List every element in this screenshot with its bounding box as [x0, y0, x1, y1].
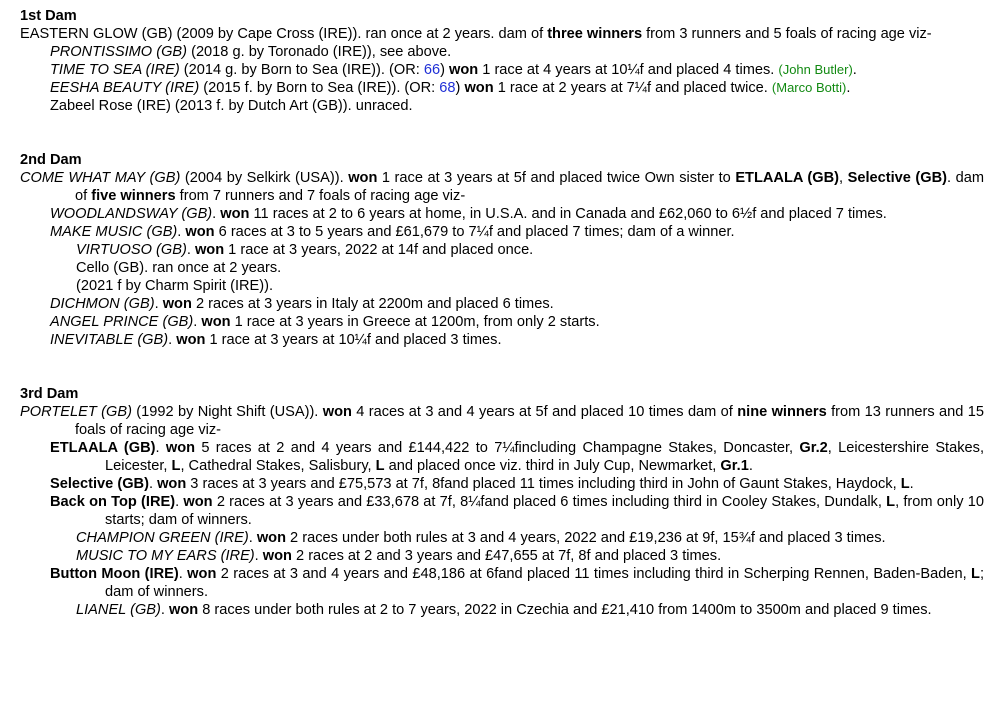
- horse-name: ETLAALA (GB): [50, 440, 156, 456]
- progeny-entry: [20, 493, 984, 529]
- progeny-entry: [20, 223, 984, 241]
- horse-name: Button Moon (IRE): [50, 566, 179, 582]
- heading-third-dam: 3rd Dam: [20, 386, 79, 402]
- race-grade: L: [971, 566, 980, 582]
- entry-text: .: [212, 206, 221, 222]
- entry-text: Zabeel Rose (IRE) (2013 f. by Dutch Art (GB)). unraced.: [50, 98, 413, 114]
- won-keyword: won: [169, 602, 199, 618]
- grand-progeny-entry: [20, 529, 984, 547]
- entry-text: Cello (GB). ran once at 2 years.: [76, 260, 282, 276]
- entry-text: .: [852, 62, 857, 78]
- entry-text: .: [148, 476, 158, 492]
- entry-text: 2 races at 2 and 3 years and £47,655 at 7f, 8f and placed 3 times.: [291, 548, 722, 564]
- race-grade: L: [900, 476, 910, 492]
- won-keyword: won: [220, 206, 250, 222]
- progeny-entry: [20, 79, 984, 97]
- entry-text: 4 races at 3 and 4 years at 5f and placed 10 times dam of: [351, 404, 738, 420]
- entry-text: .: [168, 332, 177, 348]
- entry-text: .: [248, 530, 257, 546]
- entry-text: .: [160, 602, 169, 618]
- entry-text: 2 races at 3 and 4 years and £48,186 at 6fand placed 11 times including third in Scherping Rennen, Baden-Baden,: [216, 566, 972, 582]
- won-keyword: won: [322, 404, 352, 420]
- entry-text: (1992 by Night Shift (USA)).: [131, 404, 323, 420]
- grand-progeny-entry: [20, 601, 984, 619]
- progeny-entry: [20, 331, 984, 349]
- entry-text: ): [440, 62, 450, 78]
- won-keyword: won: [256, 530, 286, 546]
- sibling-name: Selective (GB): [847, 170, 948, 186]
- horse-name: TIME TO SEA (IRE): [50, 62, 180, 78]
- won-keyword: won: [187, 566, 217, 582]
- progeny-entry: [20, 43, 984, 61]
- race-grade: Gr.2: [799, 440, 828, 456]
- horse-name: MAKE MUSIC (GB): [50, 224, 178, 240]
- entry-text: , Cathedral Stakes, Salisbury,: [180, 458, 376, 474]
- progeny-entry: [20, 205, 984, 223]
- won-keyword: won: [176, 332, 206, 348]
- race-grade: L: [886, 494, 896, 510]
- dam-name: PORTELET (GB): [20, 404, 132, 420]
- entry-text: 1 race at 2 years at 7¼f and placed twice.: [493, 80, 772, 96]
- won-keyword: won: [348, 170, 378, 186]
- race-grade: L: [171, 458, 181, 474]
- won-keyword: won: [183, 494, 213, 510]
- entry-text: 6 races at 3 to 5 years and £61,679 to 7¼f and placed 7 times; dam of a winner.: [214, 224, 735, 240]
- entry-text: 1 race at 3 years at 10¼f and placed 3 times.: [205, 332, 502, 348]
- winners-count: nine winners: [737, 404, 827, 420]
- entry-text: ; dam of winners.: [105, 566, 985, 600]
- official-rating: 68: [439, 80, 456, 96]
- entry-text: 5 races at 2 and 4 years and £144,422 to 7¼fincluding Champagne Stakes, Doncaster,: [195, 440, 800, 456]
- won-keyword: won: [165, 440, 196, 456]
- winners-count: five winners: [91, 188, 176, 204]
- grand-progeny-entry: [20, 259, 984, 277]
- entry-text: .: [909, 476, 914, 492]
- won-keyword: won: [449, 62, 479, 78]
- entry-text: and placed once viz. third in July Cup, Newmarket,: [384, 458, 721, 474]
- entry-text: 1 race at 4 years at 10¼f and placed 4 times.: [478, 62, 779, 78]
- entry-text: (2009 by Cape Cross (IRE)). ran once at 2 years. dam of: [172, 26, 548, 42]
- entry-text: 3 races at 3 years and £75,573 at 7f, 8fand placed 11 times including third in John of Gaunt Stakes, Haydock,: [186, 476, 901, 492]
- horse-name: Back on Top (IRE): [50, 494, 176, 510]
- entry-text: .: [177, 224, 186, 240]
- entry-text: .: [155, 440, 166, 456]
- entry-text: , Leicestershire Stakes, Leicester,: [105, 440, 984, 474]
- entry-text: 11 races at 2 to 6 years at home, in U.S.A. and in Canada and £62,060 to 6½f and placed 7 times.: [249, 206, 887, 222]
- race-grade: L: [375, 458, 385, 474]
- entry-text: 2 races under both rules at 3 and 4 years, 2022 and £19,236 at 9f, 15¾f and placed 3 times.: [286, 530, 886, 546]
- entry-text: , from only 10 starts; dam of winners.: [105, 494, 984, 528]
- horse-name: EESHA BEAUTY (IRE): [50, 80, 200, 96]
- horse-name: MUSIC TO MY EARS (IRE): [76, 548, 255, 564]
- trainer-name: (John Butler): [778, 62, 853, 77]
- entry-text: ): [455, 80, 465, 96]
- entry-text: .: [193, 314, 202, 330]
- horse-name: Selective (GB): [50, 476, 149, 492]
- entry-text: ,: [839, 170, 848, 186]
- entry-text: .: [748, 458, 753, 474]
- progeny-entry: [20, 475, 984, 493]
- section-second-dam: [20, 151, 984, 349]
- horse-name: LIANEL (GB): [76, 602, 161, 618]
- dam-name: EASTERN GLOW (GB): [20, 26, 173, 42]
- dam-entry: [20, 403, 984, 439]
- horse-name: DICHMON (GB): [50, 296, 155, 312]
- entry-text: .: [154, 296, 163, 312]
- entry-text: from 13 runners and 15 foals of racing age viz-: [75, 404, 984, 438]
- entry-text: .: [254, 548, 263, 564]
- won-keyword: won: [194, 242, 225, 258]
- section-first-dam: [20, 7, 984, 115]
- sibling-name: ETLAALA (GB): [735, 170, 840, 186]
- race-grade: Gr.1: [720, 458, 749, 474]
- horse-name: ANGEL PRINCE (GB): [50, 314, 194, 330]
- won-keyword: won: [157, 476, 187, 492]
- entry-text: (2018 g. by Toronado (IRE)), see above.: [187, 44, 452, 60]
- entry-text: from 3 runners and 5 foals of racing age viz-: [642, 26, 932, 42]
- won-keyword: won: [185, 224, 215, 240]
- entry-text: 1 race at 3 years in Greece at 1200m, from only 2 starts.: [230, 314, 600, 330]
- entry-text: .: [186, 242, 195, 258]
- horse-name: PRONTISSIMO (GB): [50, 44, 188, 60]
- entry-text: 1 race at 3 years at 5f and placed twice Own sister to: [377, 170, 736, 186]
- entry-text: .: [846, 80, 851, 96]
- won-keyword: won: [464, 80, 494, 96]
- heading-second-dam: 2nd Dam: [20, 152, 82, 168]
- progeny-entry: [20, 61, 984, 79]
- entry-text: (2015 f. by Born to Sea (IRE)). (OR:: [199, 80, 440, 96]
- dam-entry: [20, 25, 984, 43]
- entry-text: (2004 by Selkirk (USA)).: [180, 170, 349, 186]
- won-keyword: won: [162, 296, 192, 312]
- dam-name: COME WHAT MAY (GB): [20, 170, 181, 186]
- entry-text: 2 races at 3 years in Italy at 2200m and placed 6 times.: [191, 296, 554, 312]
- entry-text: 8 races under both rules at 2 to 7 years, 2022 in Czechia and £21,410 from 1400m to 3500m and placed 9 times.: [198, 602, 932, 618]
- horse-name: VIRTUOSO (GB): [76, 242, 187, 258]
- horse-name: CHAMPION GREEN (IRE): [76, 530, 249, 546]
- won-keyword: won: [201, 314, 231, 330]
- entry-text: 1 race at 3 years, 2022 at 14f and placed once.: [224, 242, 534, 258]
- entry-text: 2 races at 3 years and £33,678 at 7f, 8¼fand placed 6 times including third in Cooley Stakes, Dundalk,: [212, 494, 887, 510]
- official-rating: 66: [423, 62, 441, 78]
- horse-name: INEVITABLE (GB): [50, 332, 169, 348]
- progeny-entry: [20, 565, 984, 601]
- winners-count: three winners: [547, 26, 643, 42]
- progeny-entry: [20, 295, 984, 313]
- entry-text: .: [175, 494, 184, 510]
- entry-text: . dam of: [75, 170, 985, 204]
- grand-progeny-entry: [20, 241, 984, 259]
- entry-text: .: [178, 566, 188, 582]
- grand-progeny-entry: [20, 277, 984, 295]
- trainer-name: (Marco Botti): [771, 80, 847, 95]
- section-third-dam: [20, 385, 984, 619]
- grand-progeny-entry: [20, 547, 984, 565]
- progeny-entry: [20, 97, 984, 115]
- progeny-entry: [20, 439, 984, 475]
- heading-first-dam: 1st Dam: [20, 8, 77, 24]
- entry-text: (2021 f by Charm Spirit (IRE)).: [76, 278, 274, 294]
- entry-text: (2014 g. by Born to Sea (IRE)). (OR:: [179, 62, 424, 78]
- progeny-entry: [20, 313, 984, 331]
- won-keyword: won: [262, 548, 292, 564]
- dam-entry: [20, 169, 984, 205]
- horse-name: WOODLANDSWAY (GB): [50, 206, 213, 222]
- entry-text: from 7 runners and 7 foals of racing age viz-: [175, 188, 466, 204]
